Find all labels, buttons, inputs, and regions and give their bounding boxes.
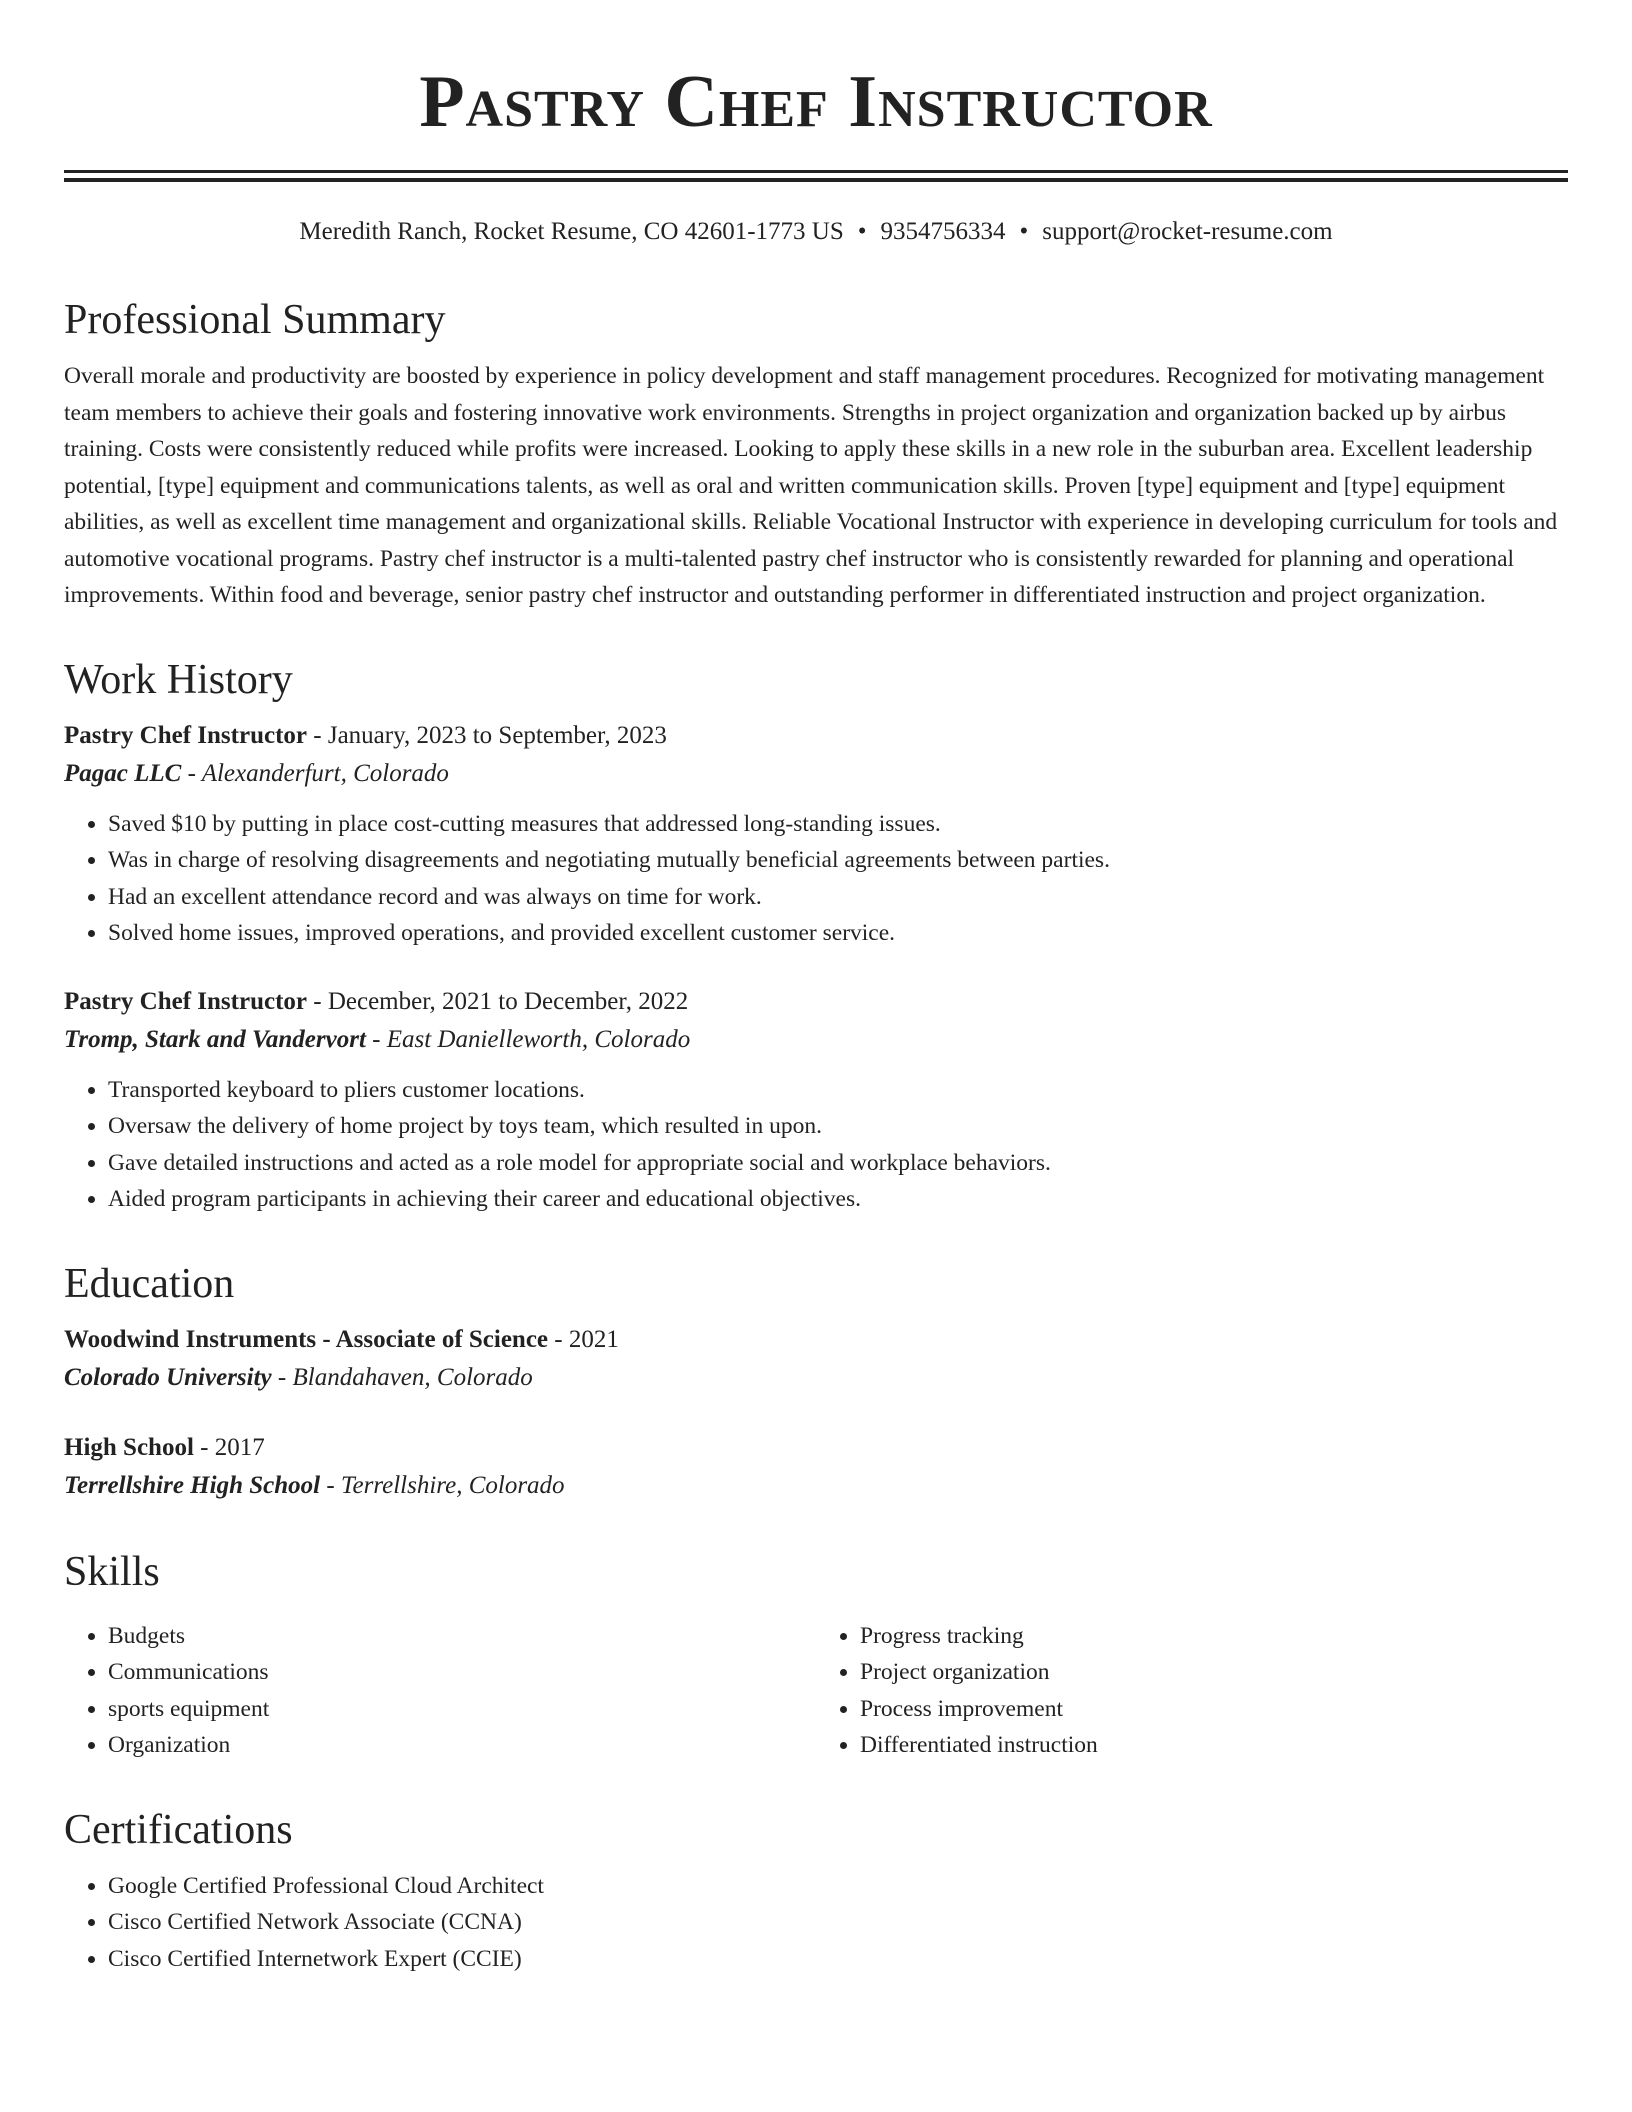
skill-item: • Communications [108,1654,816,1691]
certifications-heading: Certifications [64,1806,293,1853]
education-degree: High School [64,1433,194,1461]
resume-title: Pastry Chef Instructor [419,61,1213,143]
job-header [64,718,1568,754]
skills-grid [64,1610,1568,1764]
certification-item: • Cisco Certified Internetwork Expert (CCIE) [108,1941,1568,1978]
job-header [64,984,1568,1020]
job-employer [64,754,1568,794]
job-dates: - January, 2023 to September, 2023 [307,721,667,749]
job-bullet: • Aided program participants in achieving their career and educational objectives. [108,1181,1568,1218]
education-school-line [64,1358,1568,1398]
skills-list-left [64,1618,816,1764]
skills-heading: Skills [64,1548,160,1595]
contact-line [64,216,1568,248]
education-entry [64,1322,1568,1398]
education-entry [64,1430,1568,1506]
job-bullet: • Saved $10 by putting in place cost-cutting measures that addressed long-standing issues. [108,806,1568,843]
job-employer [64,1020,1568,1060]
certification-item: • Cisco Certified Network Associate (CCNA) [108,1904,1568,1941]
education-location: - Blandahaven, Colorado [271,1363,533,1391]
skill-item: • Progress tracking [860,1618,1568,1655]
summary-heading: Professional Summary [64,297,446,343]
education-header [64,1322,1568,1358]
job-entry [64,984,1568,1218]
contact-email: support@rocket-resume.com [1042,218,1333,245]
education-location: - Terrellshire, Colorado [320,1471,565,1499]
work-history-section [64,654,1568,1218]
certifications-list [64,1868,1568,1978]
education-header [64,1430,1568,1466]
education-school: Terrellshire High School [64,1471,321,1499]
certifications-section [64,1804,1568,1978]
education-year: - 2017 [193,1433,265,1461]
education-year: - 2021 [548,1325,619,1353]
job-company: Tromp, Stark and Vandervort [64,1025,366,1053]
summary-section [64,294,1568,614]
skill-item: • Budgets [108,1618,816,1655]
job-entry [64,718,1568,952]
education-school: Colorado University [64,1363,272,1391]
education-degree: Woodwind Instruments - Associate of Science [64,1325,549,1353]
contact-address: Meredith Ranch, Rocket Resume, CO 42601-1773 US [299,218,844,245]
job-title: Pastry Chef Instructor [64,987,308,1015]
job-location: - East Danielleworth, Colorado [365,1025,691,1053]
education-section [64,1258,1568,1506]
job-title: Pastry Chef Instructor [64,721,308,749]
skill-item: • Differentiated instruction [860,1727,1568,1764]
job-dates: - December, 2021 to December, 2022 [307,987,689,1015]
job-location: - Alexanderfurt, Colorado [181,759,449,787]
skill-item: • Process improvement [860,1691,1568,1728]
skill-item: • Organization [108,1727,816,1764]
job-bullet: • Oversaw the delivery of home project by toys team, which resulted in upon. [108,1108,1568,1145]
skill-item: • sports equipment [108,1691,816,1728]
education-heading: Education [64,1260,235,1307]
certification-item: • Google Certified Professional Cloud Architect [108,1868,1568,1905]
title-double-rule [64,170,1568,182]
skills-section [64,1546,1568,1764]
work-history-heading: Work History [64,656,293,703]
job-bullets [64,806,1568,952]
skills-list-right [816,1618,1568,1764]
contact-phone: 9354756334 [880,218,1006,245]
contact-separator: • [1019,218,1029,245]
education-school-line [64,1466,1568,1506]
job-bullet: • Was in charge of resolving disagreements and negotiating mutually beneficial agreements between parties. [108,842,1568,879]
summary-text: Overall morale and productivity are boosted by experience in policy development and staff management procedures. Recognized for motivating management team members to achieve their goals and fostering innovative work environments. Strengths in project organization and organization backed up by airbus training. Costs were consistently reduced while profits were increased. Looking to apply these skills in a new role in the suburban area. Excellent leadership potential, [type] equipment and communications talents, as well as oral and written communication skills. Proven [type] equipment and [type] equipment abilities, as well as excellent time management and organizational skills. Reliable Vocational Instructor with experience in developing curriculum for tools and automotive vocational programs. Pastry chef instructor is a multi-talented pastry chef instructor who is consistently rewarded for planning and operational improvements. Within food and beverage, senior pastry chef instructor and outstanding performer in differentiated instruction and project organization. [64,363,1558,608]
contact-separator: • [857,218,867,245]
job-bullet: • Transported keyboard to pliers customer locations. [108,1072,1568,1109]
job-bullet: • Gave detailed instructions and acted as a role model for appropriate social and workplace behaviors. [108,1145,1568,1182]
job-bullet: • Had an excellent attendance record and was always on time for work. [108,879,1568,916]
skill-item: • Project organization [860,1654,1568,1691]
job-company: Pagac LLC [64,759,182,787]
job-bullet: • Solved home issues, improved operations, and provided excellent customer service. [108,915,1568,952]
job-bullets [64,1072,1568,1218]
